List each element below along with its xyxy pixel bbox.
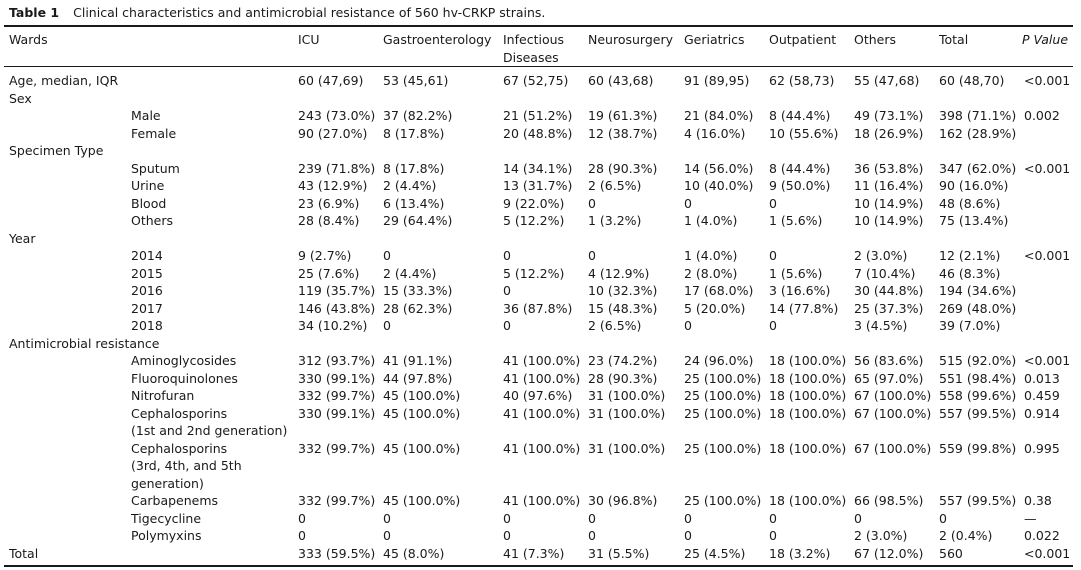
cell-others: 10 (14.9%) xyxy=(854,213,924,228)
row-label: Sputum xyxy=(131,160,180,176)
cell-outpatient: 8 (44.4%) xyxy=(769,160,831,176)
cell-gastroenterology: 28 (62.3%) xyxy=(383,300,453,316)
cell-total: 515 (92.0%) xyxy=(939,353,1017,368)
cell-outpatient: 10 (55.6%) xyxy=(769,125,839,141)
cell-p-value: 0.995 xyxy=(1024,440,1060,456)
cell-gastroenterology: 53 (45,61) xyxy=(383,73,449,88)
cell-geriatrics: 1 (4.0%) xyxy=(684,213,738,228)
header-geriatrics: Geriatrics xyxy=(684,32,745,47)
cell-gastroenterology: 0 xyxy=(383,528,391,543)
cell-total: 162 (28.9%) xyxy=(939,125,1017,141)
cell-outpatient: 9 (50.0%) xyxy=(769,178,831,193)
cell-total: 269 (48.0%) xyxy=(939,300,1017,316)
cell-outpatient: 0 xyxy=(769,195,777,211)
header-gastroenterology: Gastroenterology xyxy=(383,32,492,47)
cell-total: 2 (0.4%) xyxy=(939,528,993,543)
cell-outpatient: 14 (77.8%) xyxy=(769,300,839,316)
cell-outpatient: 0 xyxy=(769,510,777,526)
cell-others: 65 (97.0%) xyxy=(854,370,924,386)
cell-others: 7 (10.4%) xyxy=(854,265,916,281)
cell-outpatient: 18 (100.0%) xyxy=(769,388,847,403)
cell-p-value: — xyxy=(1024,510,1037,526)
cell-others: 2 (3.0%) xyxy=(854,528,908,543)
header-outpatient: Outpatient xyxy=(769,32,837,47)
cell-geriatrics: 21 (84.0%) xyxy=(684,108,754,123)
cell-icu: 0 xyxy=(298,510,306,526)
cell-infectious-diseases: 41 (100.0%) xyxy=(503,370,581,386)
cell-icu: 332 (99.7%) xyxy=(298,388,376,403)
row-group-label: Total xyxy=(9,545,39,561)
cell-neurosurgery: 0 xyxy=(588,248,596,263)
cell-icu: 23 (6.9%) xyxy=(298,195,360,211)
cell-icu: 28 (8.4%) xyxy=(298,213,360,228)
cell-gastroenterology: 41 (91.1%) xyxy=(383,353,453,368)
cell-geriatrics: 25 (100.0%) xyxy=(684,370,762,386)
cell-outpatient: 1 (5.6%) xyxy=(769,265,823,281)
cell-others: 30 (44.8%) xyxy=(854,283,924,298)
cell-neurosurgery: 30 (96.8%) xyxy=(588,493,658,508)
cell-p-value: 0.013 xyxy=(1024,370,1060,386)
cell-p-value: <0.001 xyxy=(1024,73,1071,88)
cell-infectious-diseases: 0 xyxy=(503,248,511,263)
cell-infectious-diseases: 0 xyxy=(503,510,511,526)
cell-gastroenterology: 6 (13.4%) xyxy=(383,195,445,211)
cell-total: 558 (99.6%) xyxy=(939,388,1017,403)
cell-outpatient: 18 (100.0%) xyxy=(769,493,847,508)
row-label: Cephalosporins (3rd, 4th, and 5th generation) xyxy=(131,440,242,491)
cell-outpatient: 18 (3.2%) xyxy=(769,545,831,561)
cell-others: 10 (14.9%) xyxy=(854,195,924,211)
cell-infectious-diseases: 20 (48.8%) xyxy=(503,125,573,141)
cell-icu: 0 xyxy=(298,528,306,543)
cell-total: 551 (98.4%) xyxy=(939,370,1017,386)
cell-others: 49 (73.1%) xyxy=(854,108,924,123)
cell-neurosurgery: 1 (3.2%) xyxy=(588,213,642,228)
cell-outpatient: 18 (100.0%) xyxy=(769,353,847,368)
cell-outpatient: 3 (16.6%) xyxy=(769,283,831,298)
header-icu: ICU xyxy=(298,32,320,47)
cell-icu: 243 (73.0%) xyxy=(298,108,376,123)
cell-others: 67 (100.0%) xyxy=(854,440,932,456)
cell-neurosurgery: 4 (12.9%) xyxy=(588,265,650,281)
cell-gastroenterology: 2 (4.4%) xyxy=(383,178,437,193)
cell-geriatrics: 5 (20.0%) xyxy=(684,300,746,316)
cell-total: 398 (71.1%) xyxy=(939,108,1017,123)
cell-neurosurgery: 10 (32.3%) xyxy=(588,283,658,298)
cell-geriatrics: 25 (100.0%) xyxy=(684,388,762,403)
row-label: 2015 xyxy=(131,265,163,281)
cell-total: 347 (62.0%) xyxy=(939,160,1017,176)
cell-neurosurgery: 31 (100.0%) xyxy=(588,405,666,421)
cell-outpatient: 8 (44.4%) xyxy=(769,108,831,123)
cell-infectious-diseases: 41 (7.3%) xyxy=(503,545,565,561)
cell-gastroenterology: 45 (8.0%) xyxy=(383,545,445,561)
cell-geriatrics: 25 (100.0%) xyxy=(684,440,762,456)
header-p-value: P Value xyxy=(1022,32,1069,47)
row-label: Others xyxy=(131,213,174,228)
cell-p-value: 0.459 xyxy=(1024,388,1060,403)
cell-total: 75 (13.4%) xyxy=(939,213,1009,228)
cell-others: 11 (16.4%) xyxy=(854,178,924,193)
cell-outpatient: 0 xyxy=(769,318,777,333)
cell-neurosurgery: 31 (5.5%) xyxy=(588,545,650,561)
cell-neurosurgery: 12 (38.7%) xyxy=(588,125,658,141)
cell-icu: 330 (99.1%) xyxy=(298,405,376,421)
cell-total: 12 (2.1%) xyxy=(939,248,1001,263)
cell-neurosurgery: 0 xyxy=(588,510,596,526)
cell-infectious-diseases: 36 (87.8%) xyxy=(503,300,573,316)
row-label: Female xyxy=(131,125,177,141)
cell-others: 2 (3.0%) xyxy=(854,248,908,263)
cell-outpatient: 62 (58,73) xyxy=(769,73,835,88)
cell-gastroenterology: 45 (100.0%) xyxy=(383,493,461,508)
cell-p-value: 0.914 xyxy=(1024,405,1060,421)
cell-neurosurgery: 2 (6.5%) xyxy=(588,178,642,193)
row-label: Nitrofuran xyxy=(131,388,195,403)
cell-total: 0 xyxy=(939,510,947,526)
cell-gastroenterology: 45 (100.0%) xyxy=(383,440,461,456)
header-total: Total xyxy=(939,32,969,47)
row-label: Cephalosporins (1st and 2nd generation) xyxy=(131,405,288,438)
row-label: Tigecycline xyxy=(131,510,202,526)
cell-infectious-diseases: 0 xyxy=(503,318,511,333)
cell-total: 194 (34.6%) xyxy=(939,283,1017,298)
cell-p-value: <0.001 xyxy=(1024,353,1071,368)
cell-p-value: <0.001 xyxy=(1024,248,1071,263)
cell-icu: 333 (59.5%) xyxy=(298,545,376,561)
row-label: 2016 xyxy=(131,283,163,298)
cell-outpatient: 18 (100.0%) xyxy=(769,370,847,386)
row-group-label: Antimicrobial resistance xyxy=(9,335,160,351)
cell-infectious-diseases: 14 (34.1%) xyxy=(503,160,573,176)
header-wards: Wards xyxy=(9,32,48,47)
cell-infectious-diseases: 13 (31.7%) xyxy=(503,178,573,193)
cell-infectious-diseases: 41 (100.0%) xyxy=(503,405,581,421)
row-label: 2017 xyxy=(131,300,163,316)
cell-neurosurgery: 28 (90.3%) xyxy=(588,370,658,386)
cell-gastroenterology: 2 (4.4%) xyxy=(383,265,437,281)
cell-others: 56 (83.6%) xyxy=(854,353,924,368)
table-caption xyxy=(9,5,545,20)
cell-icu: 60 (47,69) xyxy=(298,73,364,88)
cell-outpatient: 18 (100.0%) xyxy=(769,440,847,456)
row-label: Urine xyxy=(131,178,165,193)
cell-outpatient: 1 (5.6%) xyxy=(769,213,823,228)
cell-icu: 43 (12.9%) xyxy=(298,178,368,193)
cell-others: 36 (53.8%) xyxy=(854,160,924,176)
cell-gastroenterology: 0 xyxy=(383,510,391,526)
cell-neurosurgery: 31 (100.0%) xyxy=(588,440,666,456)
row-label: Polymyxins xyxy=(131,528,202,543)
row-label: Male xyxy=(131,108,161,123)
cell-others: 0 xyxy=(854,510,862,526)
cell-neurosurgery: 15 (48.3%) xyxy=(588,300,658,316)
cell-gastroenterology: 0 xyxy=(383,248,391,263)
cell-infectious-diseases: 5 (12.2%) xyxy=(503,265,565,281)
cell-icu: 332 (99.7%) xyxy=(298,493,376,508)
cell-gastroenterology: 29 (64.4%) xyxy=(383,213,453,228)
table-title: Clinical characteristics and antimicrobial resistance of 560 hv-CRKP strains. xyxy=(73,5,546,20)
cell-geriatrics: 0 xyxy=(684,195,692,211)
cell-others: 67 (100.0%) xyxy=(854,405,932,421)
table-label: Table 1 xyxy=(9,5,60,20)
cell-icu: 146 (43.8%) xyxy=(298,300,376,316)
cell-infectious-diseases: 41 (100.0%) xyxy=(503,353,581,368)
cell-total: 90 (16.0%) xyxy=(939,178,1009,193)
cell-geriatrics: 4 (16.0%) xyxy=(684,125,746,141)
cell-others: 66 (98.5%) xyxy=(854,493,924,508)
cell-total: 559 (99.8%) xyxy=(939,440,1017,456)
cell-geriatrics: 25 (100.0%) xyxy=(684,405,762,421)
cell-gastroenterology: 45 (100.0%) xyxy=(383,388,461,403)
cell-p-value: 0.38 xyxy=(1024,493,1052,508)
cell-geriatrics: 2 (8.0%) xyxy=(684,265,738,281)
cell-geriatrics: 24 (96.0%) xyxy=(684,353,754,368)
cell-icu: 312 (93.7%) xyxy=(298,353,376,368)
cell-infectious-diseases: 5 (12.2%) xyxy=(503,213,565,228)
cell-neurosurgery: 23 (74.2%) xyxy=(588,353,658,368)
cell-icu: 25 (7.6%) xyxy=(298,265,360,281)
cell-others: 25 (37.3%) xyxy=(854,300,924,316)
row-label: 2014 xyxy=(131,248,163,263)
row-label: Blood xyxy=(131,195,167,211)
cell-geriatrics: 0 xyxy=(684,318,692,333)
cell-icu: 90 (27.0%) xyxy=(298,125,368,141)
header-rule xyxy=(4,66,1073,67)
cell-gastroenterology: 44 (97.8%) xyxy=(383,370,453,386)
cell-geriatrics: 17 (68.0%) xyxy=(684,283,754,298)
cell-outpatient: 0 xyxy=(769,248,777,263)
header-neurosurgery: Neurosurgery xyxy=(588,32,673,47)
cell-infectious-diseases: 9 (22.0%) xyxy=(503,195,565,211)
cell-neurosurgery: 19 (61.3%) xyxy=(588,108,658,123)
cell-total: 60 (48,70) xyxy=(939,73,1005,88)
cell-infectious-diseases: 41 (100.0%) xyxy=(503,440,581,456)
cell-total: 48 (8.6%) xyxy=(939,195,1001,211)
cell-icu: 9 (2.7%) xyxy=(298,248,352,263)
cell-infectious-diseases: 40 (97.6%) xyxy=(503,388,573,403)
cell-p-value: <0.001 xyxy=(1024,160,1071,176)
cell-gastroenterology: 15 (33.3%) xyxy=(383,283,453,298)
cell-icu: 239 (71.8%) xyxy=(298,160,376,176)
cell-infectious-diseases: 21 (51.2%) xyxy=(503,108,573,123)
cell-p-value: <0.001 xyxy=(1024,545,1071,561)
row-group-label: Sex xyxy=(9,90,32,106)
cell-neurosurgery: 28 (90.3%) xyxy=(588,160,658,176)
cell-p-value: 0.022 xyxy=(1024,528,1060,543)
bottom-rule xyxy=(4,565,1073,567)
row-label: 2018 xyxy=(131,318,163,333)
cell-neurosurgery: 0 xyxy=(588,528,596,543)
cell-infectious-diseases: 0 xyxy=(503,528,511,543)
cell-neurosurgery: 0 xyxy=(588,195,596,211)
cell-geriatrics: 25 (4.5%) xyxy=(684,545,746,561)
cell-others: 18 (26.9%) xyxy=(854,125,924,141)
cell-outpatient: 18 (100.0%) xyxy=(769,405,847,421)
row-label: Fluoroquinolones xyxy=(131,370,238,386)
cell-p-value: 0.002 xyxy=(1024,108,1060,123)
cell-geriatrics: 10 (40.0%) xyxy=(684,178,754,193)
row-group-label: Specimen Type xyxy=(9,143,104,158)
cell-gastroenterology: 45 (100.0%) xyxy=(383,405,461,421)
header-others: Others xyxy=(854,32,897,47)
cell-gastroenterology: 37 (82.2%) xyxy=(383,108,453,123)
cell-total: 46 (8.3%) xyxy=(939,265,1001,281)
cell-neurosurgery: 31 (100.0%) xyxy=(588,388,666,403)
cell-neurosurgery: 60 (43,68) xyxy=(588,73,654,88)
cell-geriatrics: 14 (56.0%) xyxy=(684,160,754,176)
cell-geriatrics: 0 xyxy=(684,510,692,526)
cell-others: 67 (100.0%) xyxy=(854,388,932,403)
header-infectious-diseases: Infectious Diseases xyxy=(503,32,565,65)
cell-gastroenterology: 8 (17.8%) xyxy=(383,125,445,141)
cell-others: 3 (4.5%) xyxy=(854,318,908,333)
cell-geriatrics: 1 (4.0%) xyxy=(684,248,738,263)
cell-geriatrics: 91 (89,95) xyxy=(684,73,750,88)
cell-total: 560 xyxy=(939,545,963,561)
cell-icu: 332 (99.7%) xyxy=(298,440,376,456)
cell-neurosurgery: 2 (6.5%) xyxy=(588,318,642,333)
cell-infectious-diseases: 41 (100.0%) xyxy=(503,493,581,508)
cell-others: 55 (47,68) xyxy=(854,73,920,88)
cell-gastroenterology: 8 (17.8%) xyxy=(383,160,445,176)
top-rule xyxy=(4,25,1073,27)
cell-icu: 34 (10.2%) xyxy=(298,318,368,333)
cell-geriatrics: 0 xyxy=(684,528,692,543)
cell-icu: 119 (35.7%) xyxy=(298,283,376,298)
cell-others: 67 (12.0%) xyxy=(854,545,924,561)
cell-total: 557 (99.5%) xyxy=(939,493,1017,508)
cell-icu: 330 (99.1%) xyxy=(298,370,376,386)
cell-infectious-diseases: 0 xyxy=(503,283,511,298)
cell-infectious-diseases: 67 (52,75) xyxy=(503,73,569,88)
cell-outpatient: 0 xyxy=(769,528,777,543)
row-label: Carbapenems xyxy=(131,493,219,508)
row-group-label: Age, median, IQR xyxy=(9,73,119,88)
cell-total: 557 (99.5%) xyxy=(939,405,1017,421)
row-group-label: Year xyxy=(9,230,36,246)
cell-geriatrics: 25 (100.0%) xyxy=(684,493,762,508)
row-label: Aminoglycosides xyxy=(131,353,237,368)
cell-gastroenterology: 0 xyxy=(383,318,391,333)
cell-total: 39 (7.0%) xyxy=(939,318,1001,333)
